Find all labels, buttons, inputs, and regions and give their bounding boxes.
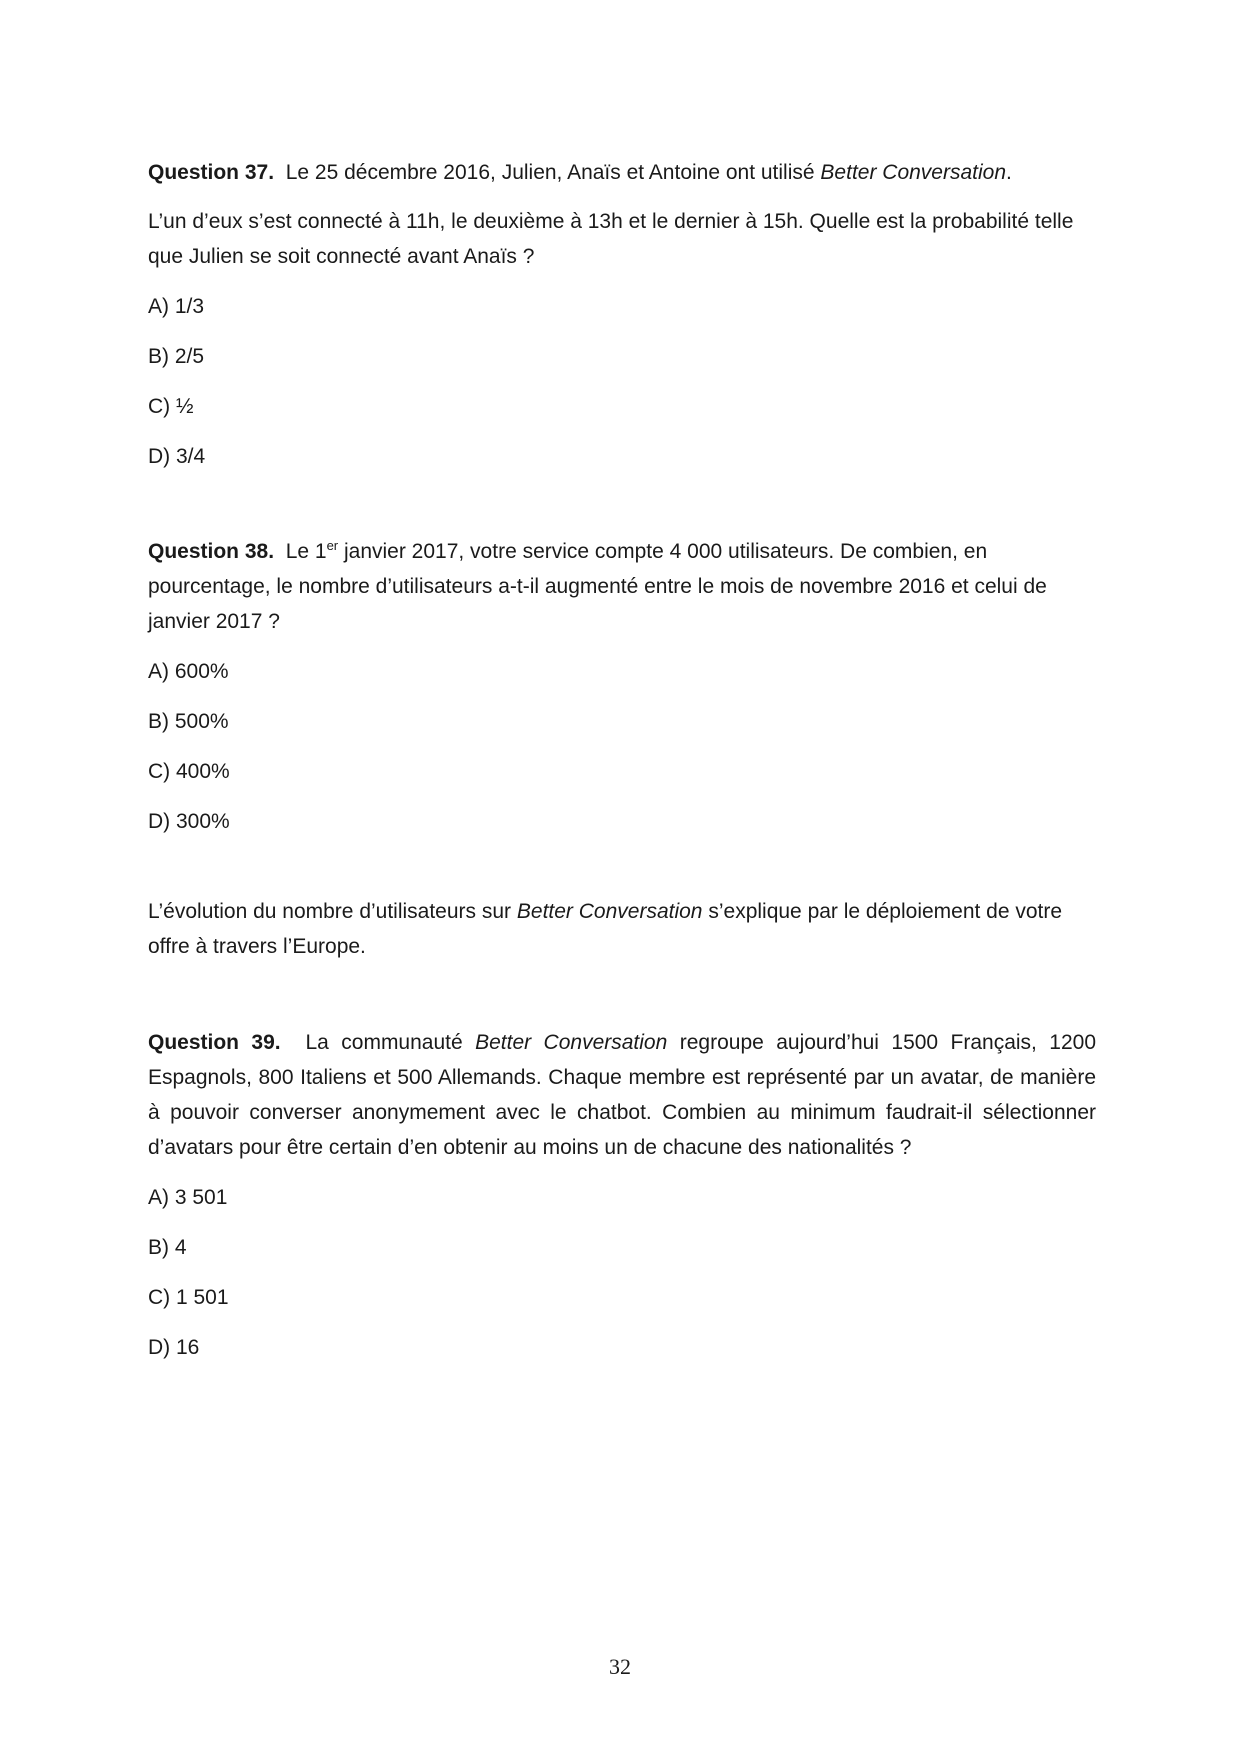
question-39-option-a: A) 3 501 — [148, 1186, 228, 1209]
question-37-body: L’un d’eux s’est connecté à 11h, le deuxième à 13h et le dernier à 15h. Quelle est la probabilité telle que Julien se soit connecté avant Anaïs ? — [148, 210, 1074, 268]
evolution-note-text — [148, 894, 1096, 964]
question-38-statement — [148, 534, 1096, 639]
question-39 — [148, 1025, 1096, 1365]
question-37-option-a: A) 1/3 — [148, 295, 205, 318]
question-37-period: . — [1006, 161, 1012, 184]
question-38-label: Question 38. — [148, 540, 275, 563]
question-38-option-d: D) 300% — [148, 810, 230, 833]
question-38-superscript: er — [326, 538, 339, 553]
question-39-brand: Better Conversation — [475, 1031, 668, 1054]
page-number: 32 — [609, 1654, 631, 1679]
question-37-text: Le 25 décembre 2016, Julien, Anaïs et Antoine ont utilisé — [285, 161, 815, 184]
question-37-option-d: D) 3/4 — [148, 445, 206, 468]
evolution-note-pre: L’évolution du nombre d’utilisateurs sur — [148, 900, 512, 923]
question-38-option-b: B) 500% — [148, 710, 229, 733]
question-37-statement — [148, 155, 1096, 190]
question-38-text-pre: Le 1 — [285, 540, 327, 563]
question-37-label: Question 37. — [148, 161, 275, 184]
evolution-note-post: s’explique par le déploiement de votre offre à travers l’Europe. — [148, 900, 1063, 958]
question-38 — [148, 534, 1096, 839]
evolution-note — [148, 894, 1096, 964]
question-39-option-c: C) 1 501 — [148, 1286, 229, 1309]
question-37-option-c: C) ½ — [148, 395, 194, 418]
question-39-label: Question 39. — [148, 1031, 281, 1054]
question-37-brand: Better Conversation — [820, 161, 1007, 184]
evolution-note-brand: Better Conversation — [516, 900, 703, 923]
question-39-statement — [148, 1025, 1096, 1165]
question-39-text-pre: La communauté — [305, 1031, 463, 1054]
question-39-option-d: D) 16 — [148, 1336, 200, 1359]
question-38-option-a: A) 600% — [148, 660, 229, 683]
question-39-option-b: B) 4 — [148, 1236, 187, 1259]
question-38-option-c: C) 400% — [148, 760, 230, 783]
question-37 — [148, 155, 1096, 474]
question-39-text-post: regroupe aujourd’hui 1500 Français, 1200 Espagnols, 800 Italiens et 500 Allemands. Chaque membre est représenté par un avatar, de manière à pouvoir converser anonymement avec le chatbot. Combien au minimum faudrait-il sélectionner d’avatars pour être certain d’en obtenir au moins un de chacune des nationalités ? — [148, 1031, 1097, 1159]
question-37-option-b: B) 2/5 — [148, 345, 205, 368]
question-38-text-post: janvier 2017, votre service compte 4 000 utilisateurs. De combien, en pourcentage, le nombre d’utilisateurs a-t-il augmenté entre le mois de novembre 2016 et celui de janvier 2017 ? — [148, 540, 1047, 633]
